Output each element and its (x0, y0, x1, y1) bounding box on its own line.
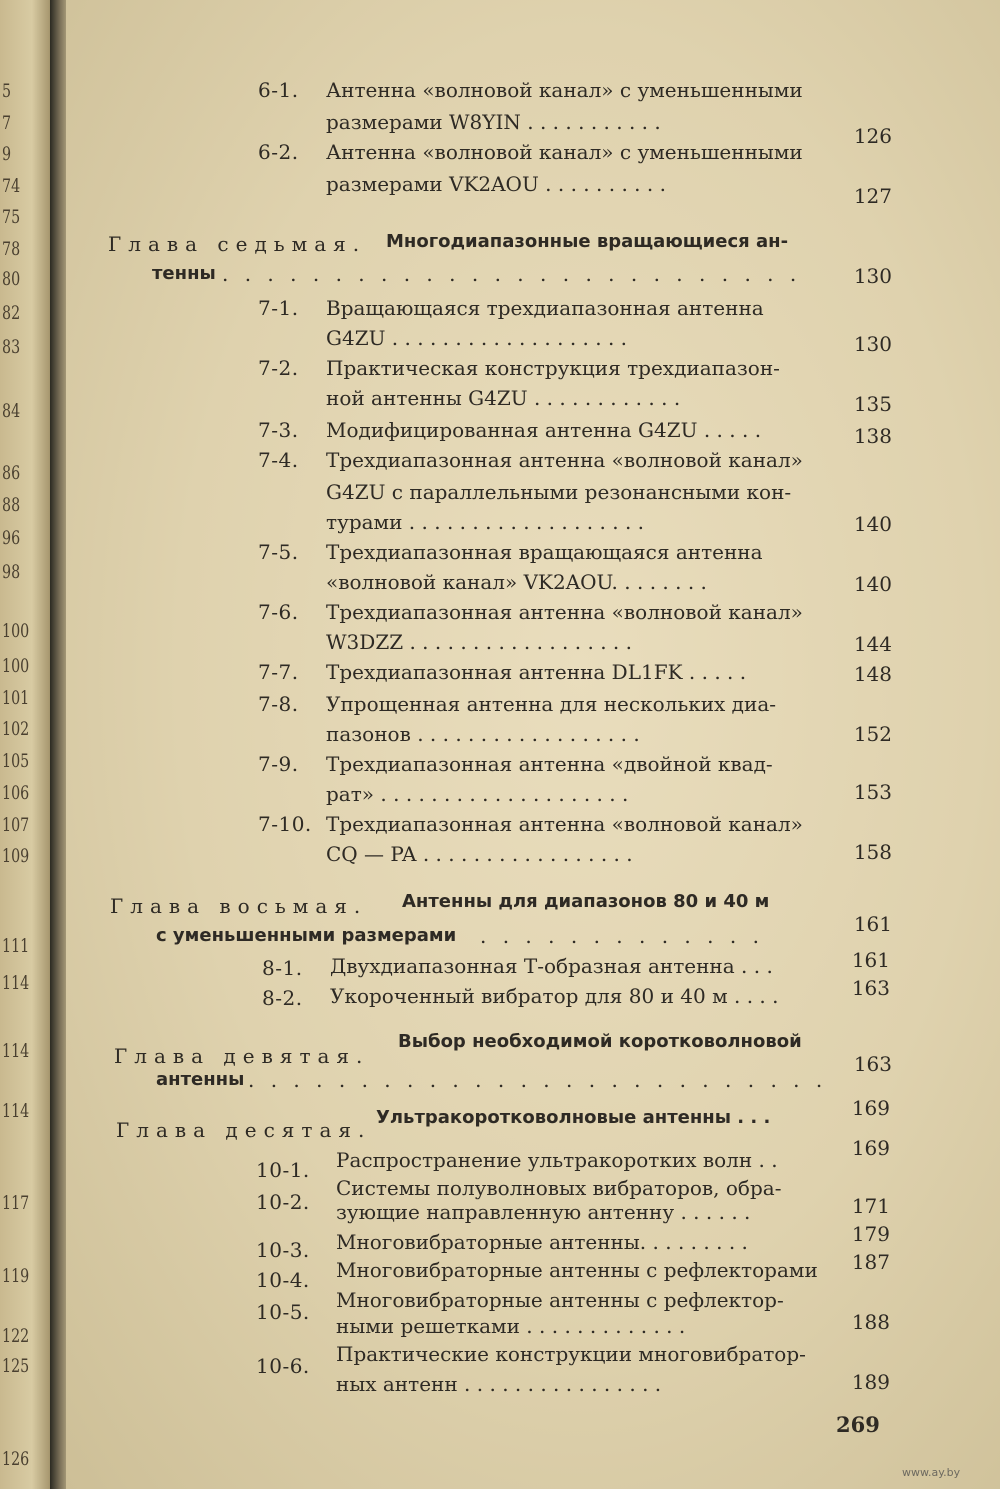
page-folio: 269 (836, 1412, 880, 1437)
page-number: 148 (853, 662, 892, 686)
left-page-number: 74 (2, 175, 21, 197)
page-number: 161 (853, 912, 892, 936)
page-number: 163 (853, 1052, 892, 1076)
entry-line: Распространение ультракоротких волн . . (336, 1148, 778, 1172)
page-number: 138 (853, 424, 892, 448)
chapter-title: Выбор необходимой коротковолновой (398, 1031, 802, 1052)
left-page-number: 122 (2, 1325, 30, 1347)
entry-line: Практическая конструкция трехдиапазон- (326, 356, 780, 380)
entry-line: пазонов . . . . . . . . . . . . . . . . . . (326, 722, 640, 746)
leader-dots: . . . . . . . . . . . . . (480, 924, 764, 948)
left-page-number: 84 (2, 400, 21, 422)
entry-line: Вращающаяся трехдиапазонная антенна (326, 296, 764, 320)
watermark: www.ay.by (902, 1466, 961, 1479)
chapter-label: Глава седьмая. (108, 232, 367, 256)
entry-line: Трехдиапазонная антенна «волновой канал» (326, 448, 803, 472)
section-number: 6-1. (258, 78, 299, 102)
entry-line: Антенна «волновой канал» с уменьшенными (326, 78, 803, 102)
entry-line: размерами W8YIN . . . . . . . . . . . (326, 110, 661, 134)
page-number: 188 (851, 1310, 890, 1334)
left-page-number: 88 (2, 494, 21, 516)
section-number: 7-10. (258, 812, 312, 836)
left-page-number: 105 (2, 750, 30, 772)
left-page-number: 102 (2, 718, 30, 740)
page-number: 187 (851, 1250, 890, 1274)
section-number: 10-5. (256, 1300, 310, 1324)
entry-line: «волновой канал» VK2AOU. . . . . . . . (326, 570, 707, 594)
section-number: 7-8. (258, 692, 299, 716)
section-number: 7-3. (258, 418, 299, 442)
entry-line: размерами VK2AOU . . . . . . . . . . (326, 172, 666, 196)
left-page-number: 114 (2, 1100, 30, 1122)
page-number: 144 (853, 632, 892, 656)
left-page-number: 106 (2, 782, 30, 804)
left-page-number: 109 (2, 845, 30, 867)
chapter-label: Глава восьмая. (110, 894, 368, 918)
left-page-number: 100 (2, 620, 30, 642)
section-number: 7-4. (258, 448, 299, 472)
entry-line: W3DZZ . . . . . . . . . . . . . . . . . . (326, 630, 632, 654)
left-page-number: 125 (2, 1355, 30, 1377)
entry-line: ными решетками . . . . . . . . . . . . . (336, 1314, 686, 1338)
page-number: 161 (851, 948, 890, 972)
section-number: 10-6. (256, 1354, 310, 1378)
page-number: 169 (851, 1136, 890, 1160)
left-page-number: 119 (2, 1265, 30, 1287)
page-number: 126 (853, 124, 892, 148)
entry-line: Системы полуволновых вибраторов, обра- (336, 1176, 782, 1200)
page-number: 189 (851, 1370, 890, 1394)
left-page-number: 107 (2, 814, 30, 836)
entry-line: Трехдиапазонная антенна «двойной квад- (326, 752, 773, 776)
chapter-title-cont: с уменьшенными размерами (156, 925, 457, 946)
leader-dots: . . . . . . . . . . . . . . . . . . . . . . . . . . (222, 262, 802, 286)
left-page-number: 100 (2, 655, 30, 677)
entry-line: CQ — PA . . . . . . . . . . . . . . . . . (326, 842, 633, 866)
page-number: 140 (853, 512, 892, 536)
entry-line: турами . . . . . . . . . . . . . . . . . . . (326, 510, 645, 534)
section-number: 6-2. (258, 140, 299, 164)
entry-line: Укороченный вибратор для 80 и 40 м . . . . (330, 984, 779, 1008)
left-page-number: 9 (2, 143, 12, 165)
left-page-number: 111 (2, 935, 30, 957)
section-number: 7-9. (258, 752, 299, 776)
entry-line: Антенна «волновой канал» с уменьшенными (326, 140, 803, 164)
entry-line: Практические конструкции многовибратор- (336, 1342, 806, 1366)
entry-line: G4ZU . . . . . . . . . . . . . . . . . . . (326, 326, 628, 350)
entry-line: Модифицированная антенна G4ZU . . . . . (326, 418, 762, 442)
section-number: 10-3. (256, 1238, 310, 1262)
section-number: 7-2. (258, 356, 299, 380)
page-number: 130 (853, 332, 892, 356)
entry-line: Двухдиапазонная Т-образная антенна . . . (330, 954, 773, 978)
left-page-number: 75 (2, 206, 21, 228)
chapter-title: Антенны для диапазонов 80 и 40 м (402, 891, 770, 912)
page-number: 130 (853, 264, 892, 288)
section-number: 10-1. (256, 1158, 310, 1182)
entry-line: Трехдиапазонная вращающаяся антенна (326, 540, 763, 564)
entry-line: ной антенны G4ZU . . . . . . . . . . . . (326, 386, 681, 410)
chapter-title-cont: антенны (156, 1069, 245, 1090)
left-page-number: 126 (2, 1448, 30, 1470)
page-number: 169 (851, 1096, 890, 1120)
section-number: 7-5. (258, 540, 299, 564)
entry-line: Трехдиапазонная антенна DL1FK . . . . . (326, 660, 747, 684)
section-number: 8-1. (262, 956, 303, 980)
left-page-number: 114 (2, 972, 30, 994)
chapter-label: Глава десятая. (116, 1118, 372, 1142)
entry-line: Многовибраторные антенны. . . . . . . . . (336, 1230, 748, 1254)
section-number: 10-4. (256, 1268, 310, 1292)
left-page-number: 80 (2, 268, 21, 290)
entry-line: Многовибраторные антенны с рефлектор- (336, 1288, 784, 1312)
chapter-title: Многодиапазонные вращающиеся ан- (386, 231, 789, 252)
page-number: 179 (851, 1222, 890, 1246)
entry-line: Трехдиапазонная антенна «волновой канал» (326, 600, 803, 624)
section-number: 8-2. (262, 986, 303, 1010)
entry-line: Упрощенная антенна для нескольких диа- (326, 692, 776, 716)
page-number: 135 (853, 392, 892, 416)
page-number: 163 (851, 976, 890, 1000)
left-page-number: 114 (2, 1040, 30, 1062)
section-number: 7-6. (258, 600, 299, 624)
section-number: 7-7. (258, 660, 299, 684)
page-number: 153 (853, 780, 892, 804)
left-page-number: 86 (2, 462, 21, 484)
page-number: 171 (851, 1194, 890, 1218)
section-number: 10-2. (256, 1190, 310, 1214)
left-page-number: 78 (2, 238, 21, 260)
left-page-number: 83 (2, 336, 21, 358)
entry-line: зующие направленную антенну . . . . . . (336, 1200, 751, 1224)
left-page-number: 7 (2, 112, 12, 134)
chapter-title: Ультракоротковолновые антенны . . . (376, 1107, 771, 1128)
page-number: 140 (853, 572, 892, 596)
entry-line: G4ZU с параллельными резонансными кон- (326, 480, 792, 504)
section-number: 7-1. (258, 296, 299, 320)
chapter-label: Глава девятая. (114, 1044, 370, 1068)
entry-line: Многовибраторные антенны с рефлекторами (336, 1258, 818, 1282)
left-page-number: 5 (2, 80, 12, 102)
page-number: 158 (853, 840, 892, 864)
entry-line: ных антенн . . . . . . . . . . . . . . . . (336, 1372, 662, 1396)
entry-line: Трехдиапазонная антенна «волновой канал» (326, 812, 803, 836)
left-page-number: 101 (2, 687, 30, 709)
entry-line: рат» . . . . . . . . . . . . . . . . . . . . (326, 782, 629, 806)
left-page-number: 82 (2, 302, 21, 324)
chapter-title-cont: тенны (152, 263, 216, 284)
page-number: 152 (853, 722, 892, 746)
leader-dots: . . . . . . . . . . . . . . . . . . . . . . . . . . (248, 1068, 828, 1092)
page-number: 127 (853, 184, 892, 208)
left-page-number: 98 (2, 561, 21, 583)
left-page-number: 117 (2, 1192, 30, 1214)
left-page-number: 96 (2, 527, 21, 549)
